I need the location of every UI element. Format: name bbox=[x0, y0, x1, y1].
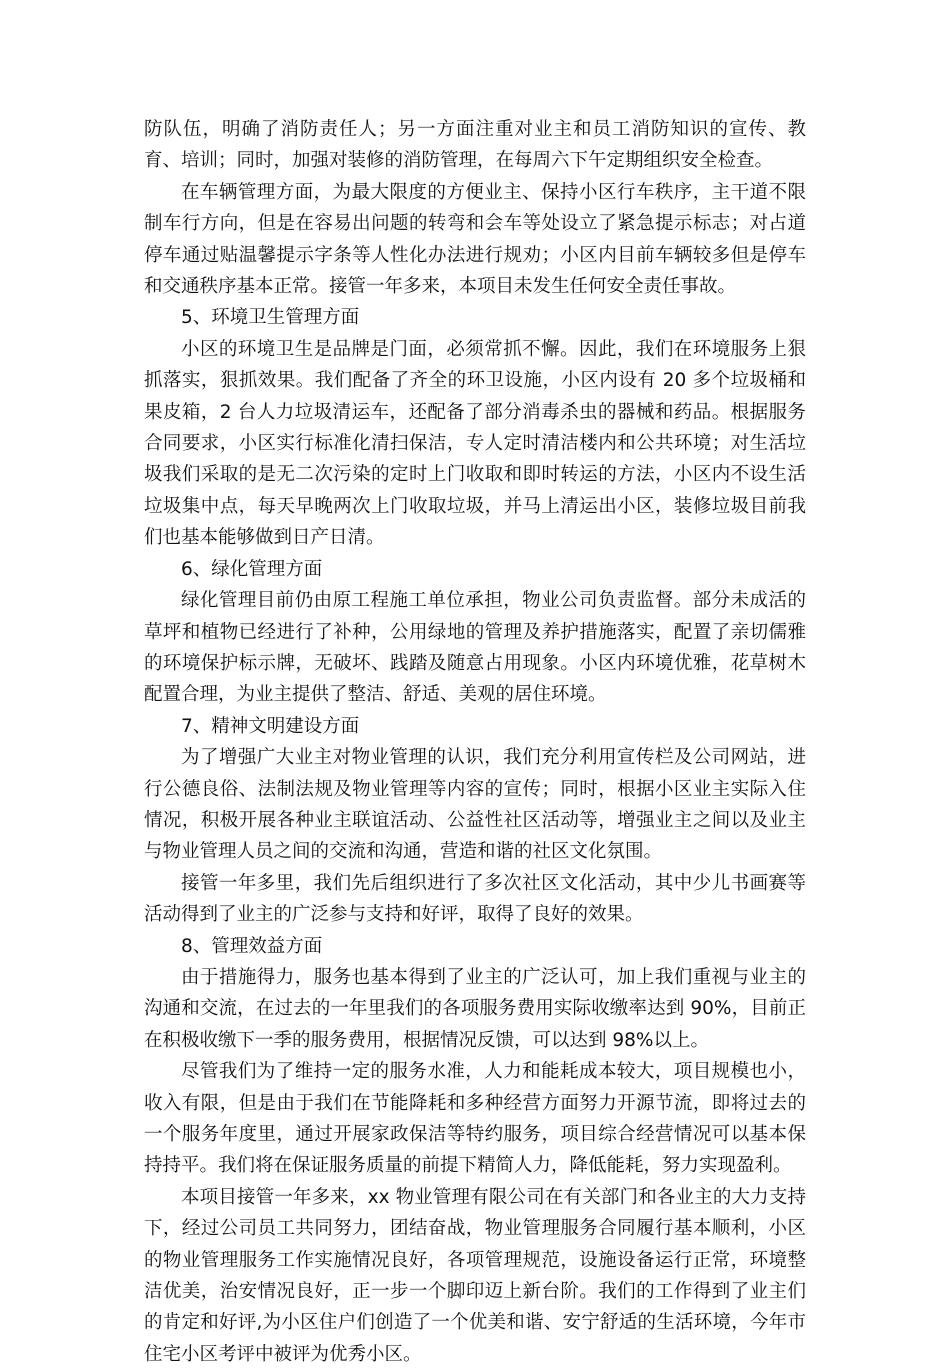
paragraph-cost-control: 尽管我们为了维持一定的服务水准，人力和能耗成本较大，项目规模也小，收入有限，但是由于我们在节能降耗和多种经营方面努力开源节流，即将过去的一个服务年度里，通过开展家政保洁等特约服务，项目综合经营情况可以基本保持持平。我们将在保证服务质量的前提下精简人力，降低能耗，努力实现盈利。 bbox=[144, 1061, 806, 1177]
paragraph-vehicle-management: 在车辆管理方面，为最大限度的方便业主、保持小区行车秩序，主干道不限制车行方向，但是在容易出问题的转弯和会车等处设立了紧急提示标志；对占道停车通过贴温馨提示字条等人性化办法进行规劝；小区内目前车辆较多但是停车和交通秩序基本正常。接管一年多来，本项目未发生任何安全责任事故。 bbox=[144, 181, 806, 298]
paragraph-community-activities: 接管一年多里，我们先后组织进行了多次社区文化活动，其中少儿书画赛等活动得到了业主的广泛参与支持和好评，取得了良好的效果。 bbox=[144, 872, 806, 926]
paragraph-greening: 绿化管理目前仍由原工程施工单位承担，物业公司负责监督。部分未成活的草坪和植物已经进行了补种，公用绿地的管理及养护措施落实，配置了亲切儒雅的环境保护标示牌，无破坏、践踏及随意占用现象。小区内环境优雅，花草树木配置合理，为业主提供了整洁、舒适、美观的居住环境。 bbox=[144, 590, 806, 706]
paragraph-summary: 本项目接管一年多来，xx 物业管理有限公司在有关部门和各业主的大力支持下，经过公司员工共同努力，团结奋战，物业管理服务合同履行基本顺利，小区的物业管理服务工作实施情况良好，各项管理规范，设施设备运行正常，环境整洁优美，治安情况良好，正一步一个脚印迈上新台阶。我们的工作得到了业主们的肯定和好评,为小区住户们创造了一个优美和谐、安宁舒适的生活环境，今年市住宅小区考评中被评为优秀小区。 bbox=[144, 1186, 806, 1365]
paragraph-civilization: 为了增强广大业主对物业管理的认识，我们充分利用宣传栏及公司网站，进行公德良俗、法制法规及物业管理等内容的宣传；同时，根据小区业主实际入住情况，积极开展各种业主联谊活动、公益性社区活动等，增强业主之间以及业主与物业管理人员之间的交流和沟通，营造和谐的社区文化氛围。 bbox=[144, 747, 806, 863]
paragraph-fire-safety-continued: 防队伍，明确了消防责任人；另一方面注重对业主和员工消防知识的宣传、教育、培训；同时，加强对装修的消防管理，在每周六下午定期组织安全检查。 bbox=[144, 119, 806, 172]
paragraph-sanitation: 小区的环境卫生是品牌是门面，必须常抓不懈。因此，我们在环境服务上狠抓落实，狠抓效果。我们配备了齐全的环卫设施，小区内设有 20 多个垃圾桶和果皮箱，2 台人力垃圾清运车，还配备了部分消毒杀虫的器械和药品。根据服务合同要求，小区实行标准化清扫保洁，专人定时清洁楼内和公共环境；对生活垃圾我们采取的是无二次污染的定时上门收取和即时转运的方法，小区内不设生活垃圾集中点，每天早晚两次上门收取垃圾，并马上清运出小区，装修垃圾目前我们也基本能够做到日产日清。 bbox=[144, 338, 806, 549]
section-heading-sanitation: 5、环境卫生管理方面 bbox=[181, 307, 360, 329]
document-page bbox=[144, 114, 806, 1370]
section-heading-benefits: 8、管理效益方面 bbox=[181, 935, 323, 957]
section-heading-greening: 6、绿化管理方面 bbox=[181, 558, 323, 580]
section-heading-civilization: 7、精神文明建设方面 bbox=[181, 715, 360, 737]
paragraph-fee-collection: 由于措施得力，服务也基本得到了业主的广泛认可，加上我们重视与业主的沟通和交流，在过去的一年里我们的各项服务费用实际收缴率达到 90%，目前正在积极收缴下一季的服务费用，根据情况反馈，可以达到 98%以上。 bbox=[144, 966, 806, 1051]
